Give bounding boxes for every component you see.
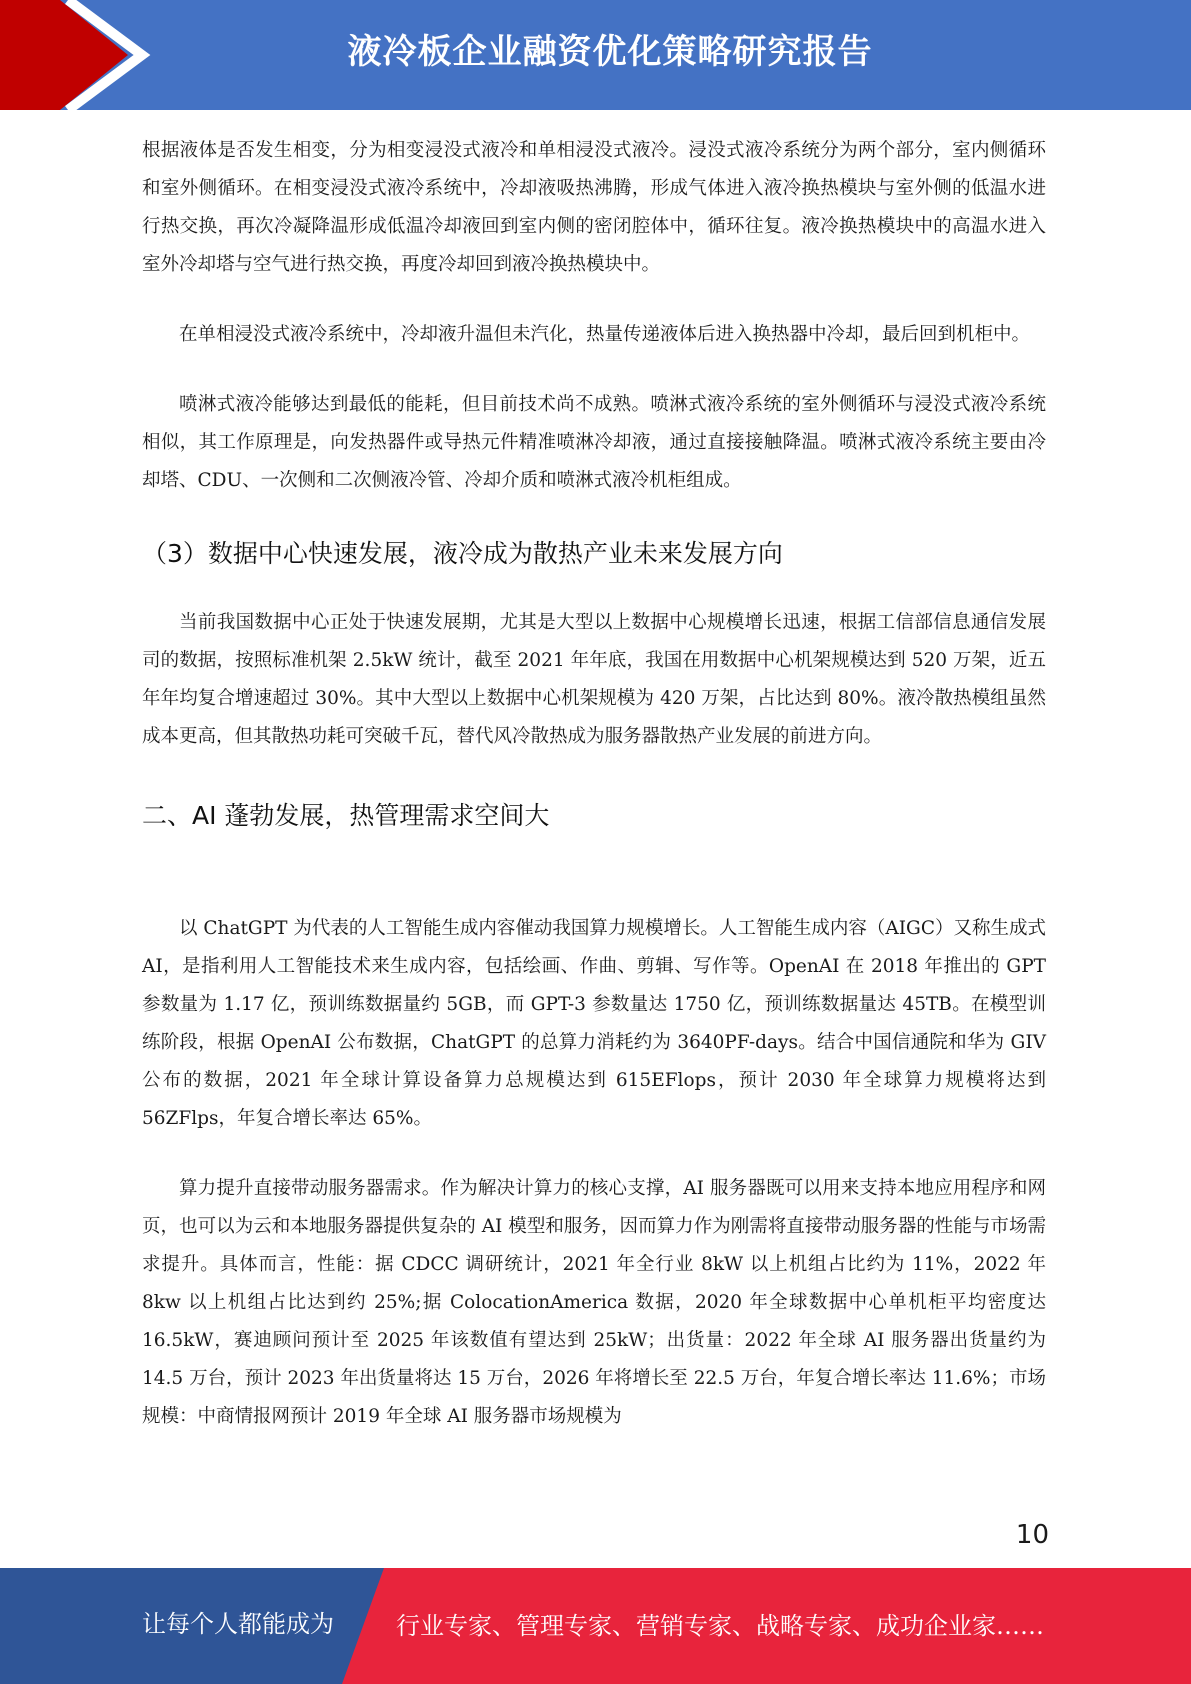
paragraph-data-center-growth: 当前我国数据中心正处于快速发展期，尤其是大型以上数据中心规模增长迅速，根据工信部信息通信发展司的数据，按照标准机架 2.5kW 统计，截至 2021 年年底，我国在用数据中心机架规模达到 520 万架，近五年年均复合增速超过 30%。其中大型以上数据中心机架规模为 420 万架，占比达到 80%。液冷散热模组虽然成本更高，但其散热功耗可突破千瓦，替代风冷散热成为服务器散热产业发展的前进方向。 xyxy=(142,612,1046,747)
chapter-heading-ai: 二、AI 蓬勃发展，热管理需求空间大 xyxy=(142,801,550,830)
section-heading-data-center: （3）数据中心快速发展，液冷成为散热产业未来发展方向 xyxy=(142,539,783,568)
footer-slogan-left: 让每个人都能成为 xyxy=(142,1610,334,1638)
red-chevron-shape xyxy=(0,0,128,110)
paragraph-immersion-cooling: 根据液体是否发生相变，分为相变浸没式液冷和单相浸没式液冷。浸没式液冷系统分为两个部分，室内侧循环和室外侧循环。在相变浸没式液冷系统中，冷却液吸热沸腾，形成气体进入液冷换热模块与室外侧的低温水进行热交换，再次冷凝降温形成低温冷却液回到室内侧的密闭腔体中，循环往复。液冷换热模块中的高温水进入室外冷却塔与空气进行热交换，再度冷却回到液冷换热模块中。 xyxy=(142,140,1046,275)
paragraph-single-phase: 在单相浸没式液冷系统中，冷却液升温但未汽化，热量传递液体后进入换热器中冷却，最后回到机柜中。 xyxy=(179,324,1031,345)
page-number: 10 xyxy=(1015,1520,1049,1550)
paragraph-spray-cooling: 喷淋式液冷能够达到最低的能耗，但目前技术尚不成熟。喷淋式液冷系统的室外侧循环与浸没式液冷系统相似，其工作原理是，向发热器件或导热元件精准喷淋冷却液，通过直接接触降温。喷淋式液冷系统主要由冷却塔、CDU、一次侧和二次侧液冷管、冷却介质和喷淋式液冷机柜组成。 xyxy=(142,394,1046,491)
page-header xyxy=(0,0,1191,110)
page-footer xyxy=(0,1568,1191,1684)
report-body xyxy=(142,132,1046,1468)
paragraph-server-demand: 算力提升直接带动服务器需求。作为解决计算力的核心支撑，AI 服务器既可以用来支持本地应用程序和网页，也可以为云和本地服务器提供复杂的 AI 模型和服务，因而算力作为刚需将直接带动服务器的性能与市场需求提升。具体而言，性能：据 CDCC 调研统计，2021 年全行业 8kW 以上机组占比约为 11%，2022 年 8kw 以上机组占比达到约 25%;据 ColocationAmerica 数据，2020 年全球数据中心单机柜平均密度达 16.5kW，赛迪顾问预计至 2025 年该数值有望达到 25kW；出货量：2022 年全球 AI 服务器出货量约为 14.5 万台，预计 2023 年出货量将达 15 万台，2026 年将增长至 22.5 万台，年复合增长率达 11.6%；市场规模：中商情报网预计 2019 年全球 AI 服务器市场规模为 xyxy=(142,1178,1046,1427)
footer-slogan-right: 行业专家、管理专家、营销专家、战略专家、成功企业家…… xyxy=(396,1612,1044,1640)
report-title: 液冷板企业融资优化策略研究报告 xyxy=(347,32,873,72)
paragraph-aigc-compute: 以 ChatGPT 为代表的人工智能生成内容催动我国算力规模增长。人工智能生成内容（AIGC）又称生成式 AI，是指利用人工智能技术来生成内容，包括绘画、作曲、剪辑、写作等。OpenAI 在 2018 年推出的 GPT 参数量为 1.17 亿，预训练数据量约 5GB，而 GPT-3 参数量达 1750 亿，预训练数据量达 45TB。在模型训练阶段，根据 OpenAI 公布数据，ChatGPT 的总算力消耗约为 3640PF-days。结合中国信通院和华为 GIV 公布的数据，2021 年全球计算设备算力总规模达到 615EFlops，预计 2030 年全球算力规模将达到 56ZFlps，年复合增长率达 65%。 xyxy=(142,918,1046,1129)
